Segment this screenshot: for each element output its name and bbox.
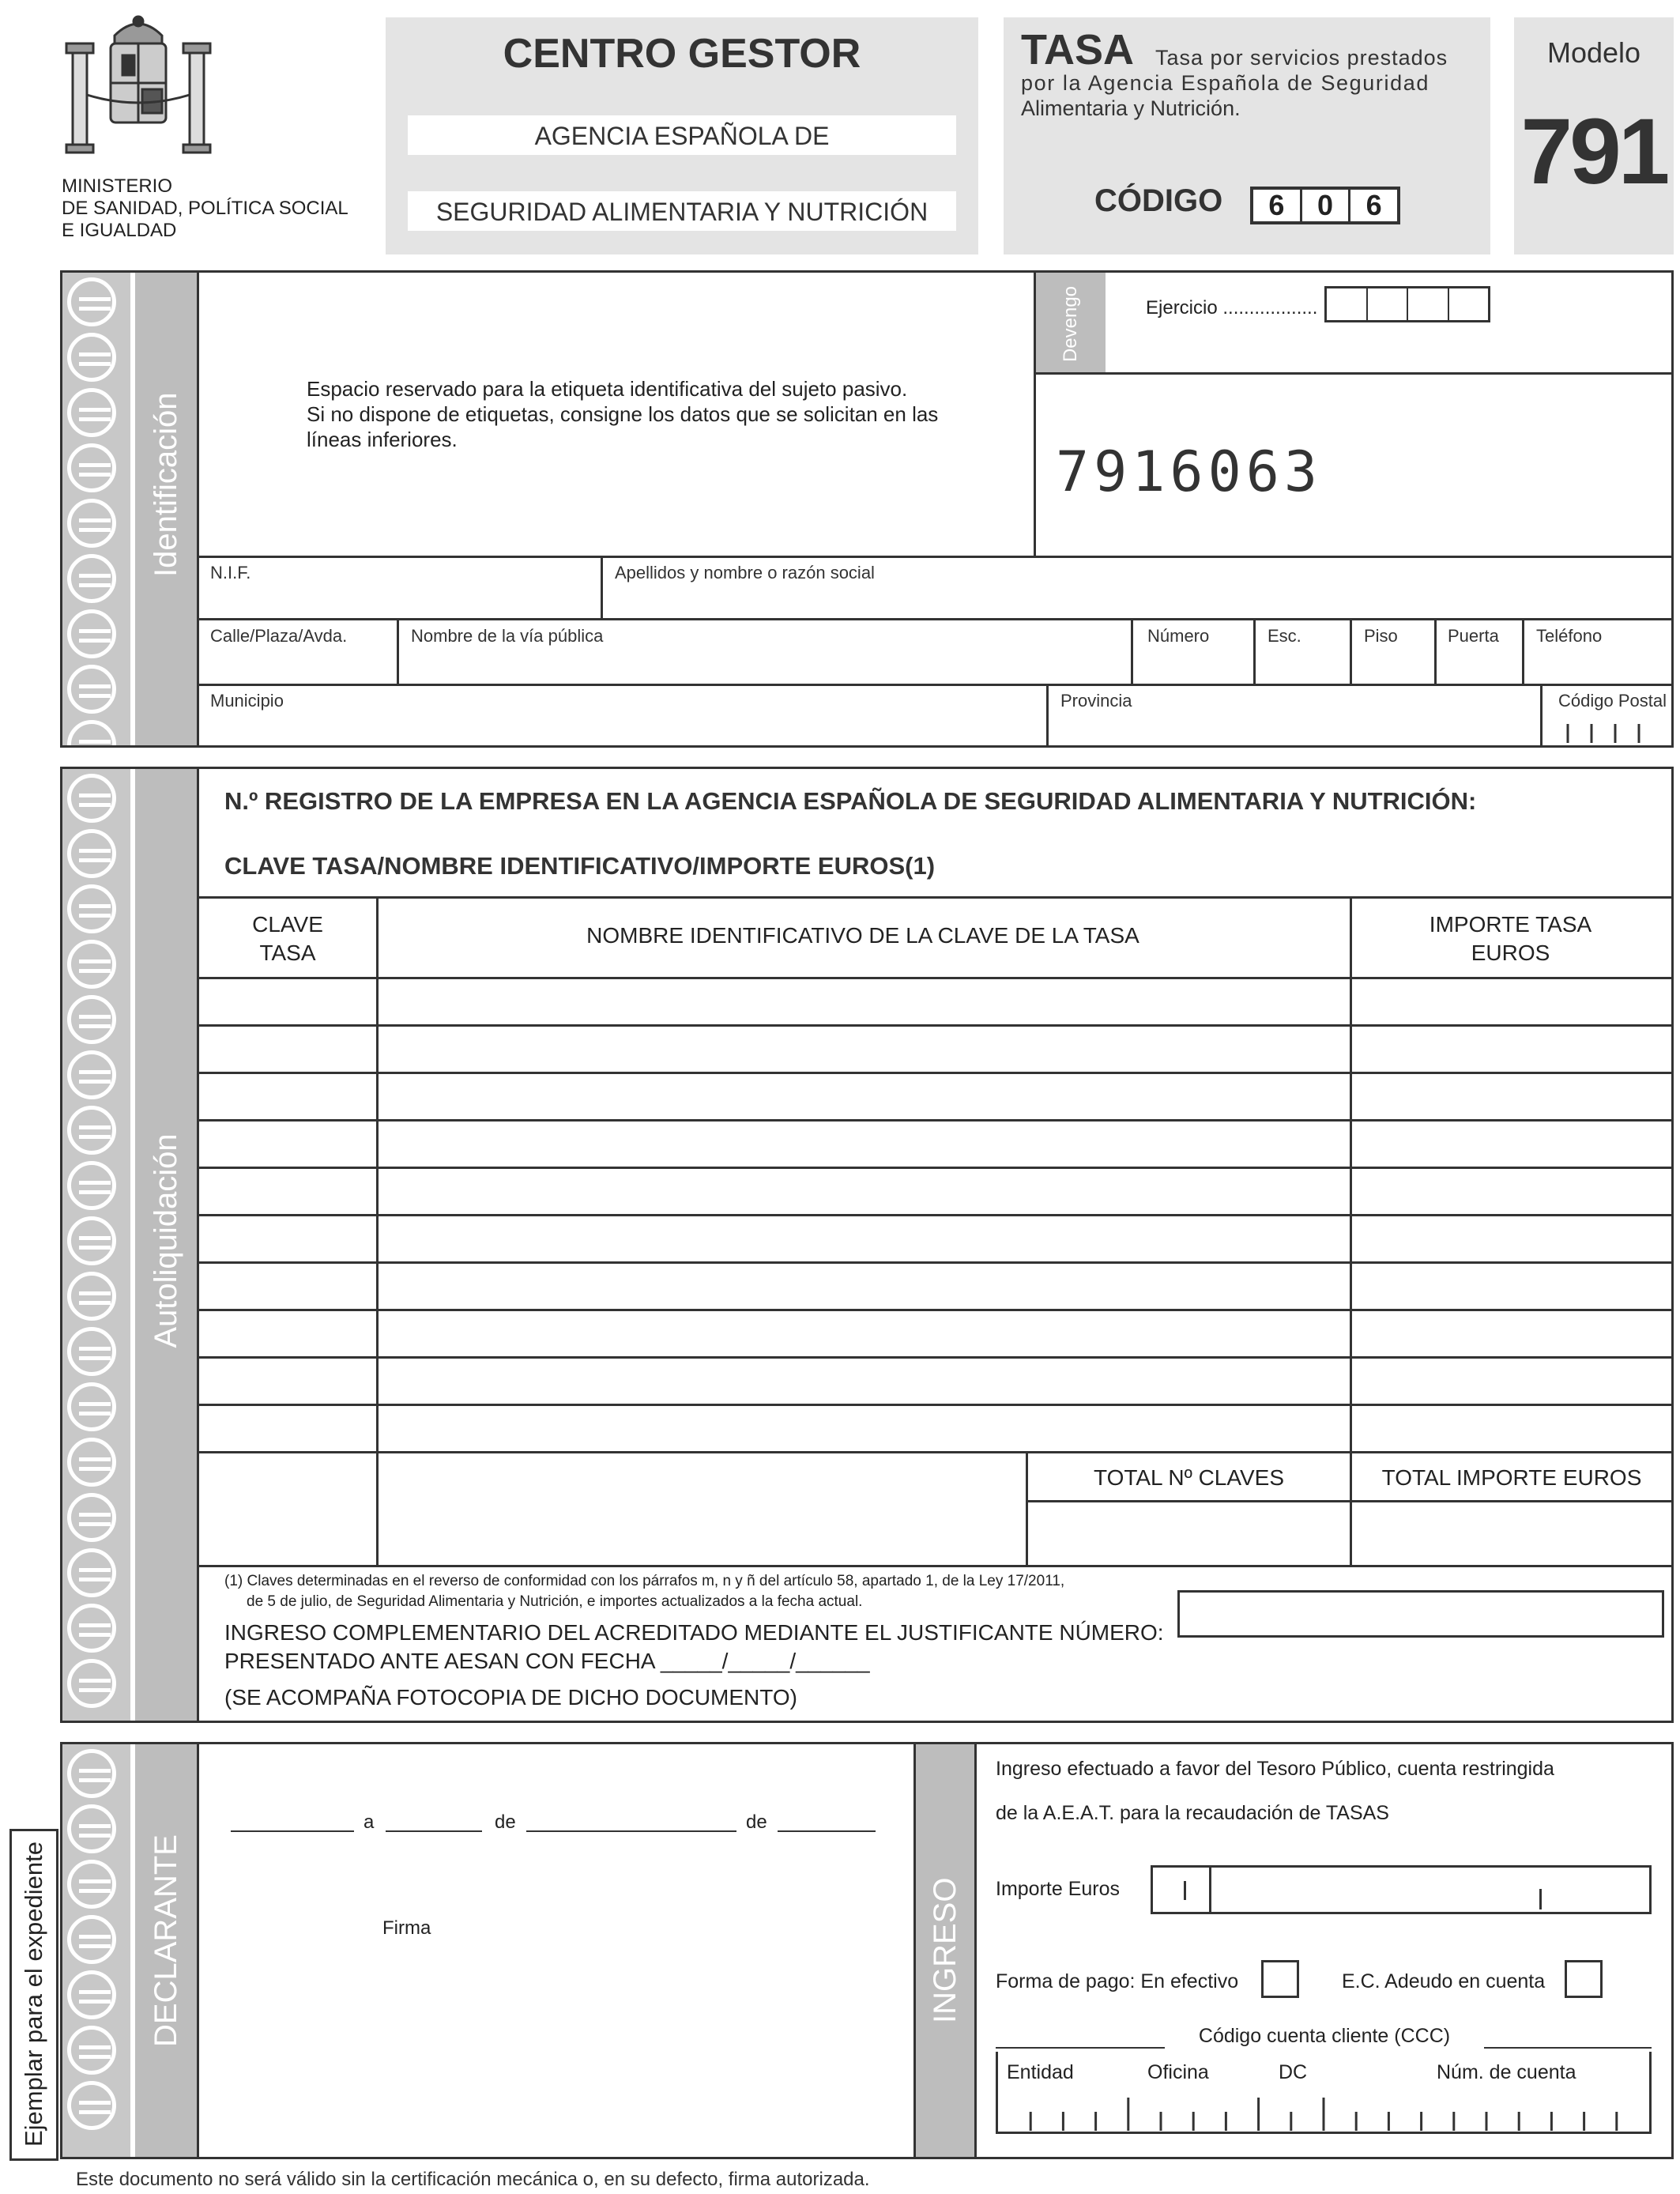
autoliquidacion-hatch-strip [62,769,130,1721]
table-row[interactable] [199,1169,1671,1214]
col-importe-2: EUROS [1471,941,1550,965]
ec-adeudo-checkbox[interactable] [1565,1960,1603,1998]
footnote-2: de 5 de julio, de Seguridad Alimentaria y Nutrición, e importes actualizados a la fecha actual. [247,1593,863,1610]
identificacion-hatch-strip [62,273,130,745]
etiqueta-text-2: Si no dispone de etiquetas, consigne los datos que se solicitan en las [307,402,939,426]
tasa-title: TASA [1021,26,1134,74]
divider [1036,372,1671,375]
centro-line-2: SEGURIDAD ALIMENTARIA Y NUTRICIÓN [435,198,929,226]
col-clave-1: CLAVE [252,912,323,937]
divider [1131,620,1133,684]
identificacion-side-label: Identificación [149,392,183,577]
municipio-label: Municipio [210,691,284,711]
importe-euros-input[interactable] [1151,1865,1652,1914]
divider [974,1744,977,2157]
provincia-label: Provincia [1060,691,1132,711]
ministry-name [62,175,348,242]
firma-area[interactable] [205,1944,909,2150]
centro-line-1: AGENCIA ESPAÑOLA DE [534,122,830,150]
codigo-label: CÓDIGO [1094,183,1223,218]
via-label: Nombre de la vía pública [411,626,604,646]
divider [1209,1868,1211,1912]
modelo-number: 791 [1520,100,1667,204]
divider [199,896,1671,899]
codigo-digit-2: 0 [1302,190,1351,221]
codigo-digits [1250,187,1400,224]
col-nombre-header: NOMBRE IDENTIFICATIVO DE LA CLAVE DE LA TASA [586,923,1139,948]
apellidos-field[interactable] [603,558,1671,618]
table-row[interactable] [199,1074,1671,1119]
puerta-label: Puerta [1448,626,1499,646]
table-row[interactable] [199,1264,1671,1309]
col-importe-1: IMPORTE TASA [1429,912,1592,937]
date-de-1: de [495,1811,516,1833]
tasa-desc-3: Alimentaria y Nutrición. [1021,96,1241,120]
declarante-hatch-strip [62,1744,130,2157]
ec-adeudo-label: E.C. Adeudo en cuenta [1342,1970,1546,1992]
divider [1484,2047,1652,2049]
ministry-line-3: E IGUALDAD [62,220,177,241]
ministry-line-2: DE SANIDAD, POLÍTICA SOCIAL [62,198,348,219]
ministry-line-1: MINISTERIO [62,175,173,197]
etiqueta-text-1: Espacio reservado para la etiqueta identificativa del sujeto pasivo. [307,377,908,401]
table-row-divider [199,1451,1026,1453]
tasa-desc-1: Tasa por servicios prestados [1155,46,1448,70]
divider [1540,686,1543,745]
divider [197,1744,199,2157]
ingreso-comp-3: (SE ACOMPAÑA FOTOCOPIA DE DICHO DOCUMENTO) [224,1685,797,1710]
declarante-side-label: DECLARANTE [149,1834,183,2047]
municipio-field[interactable] [199,686,1046,745]
dia-line[interactable] [386,1830,482,1832]
anio-line[interactable] [778,1830,876,1832]
date-a: a [363,1811,375,1833]
footer-note: Este documento no será válido sin la certificación mecánica o, en su defecto, firma autorizada. [76,2169,870,2190]
nif-field[interactable] [199,558,601,618]
ingreso-comp-2: PRESENTADO ANTE AESAN CON FECHA _____/_____/______ [224,1649,870,1673]
ccc-ticks [998,2096,1649,2132]
ccc-dc-label: DC [1279,2061,1308,2083]
mes-line[interactable] [526,1830,736,1832]
via-field[interactable] [399,620,1131,684]
ccc-oficina-label: Oficina [1147,2061,1209,2083]
ingreso-text-2: de la A.E.A.T. para la recaudación de TASAS [996,1802,1389,1824]
tasa-desc-2: por la Agencia Española de Seguridad [1021,71,1430,95]
col-importe-header [1350,910,1671,967]
piso-label: Piso [1364,626,1398,646]
codigo-digit-3: 6 [1365,189,1382,221]
etiqueta-text-3: líneas inferiores. [307,428,458,451]
ingreso-comp-1: INGRESO COMPLEMENTARIO DEL ACREDITADO MEDIANTE EL JUSTIFICANTE NÚMERO: [224,1620,1164,1645]
autoliquidacion-side-label: Autoliquidación [149,1133,183,1348]
divider [1434,620,1437,684]
table-row[interactable] [199,1027,1671,1072]
apellidos-label: Apellidos y nombre o razón social [615,563,875,582]
codigo-digit-1: 6 [1253,190,1302,221]
divider [1350,620,1352,684]
footnote-1: (1) Claves determinadas en el reverso de conformidad con los párrafos m, n y ñ del artículo 58, apartado 1, de la Ley 17/2011, [224,1573,1065,1589]
calle-label: Calle/Plaza/Avda. [210,626,348,646]
en-efectivo-checkbox[interactable] [1261,1960,1299,1998]
coat-of-arms-logo [55,12,221,162]
divider [197,273,199,745]
ingreso-side-label: INGRESO [928,1877,962,2023]
table-row[interactable] [199,1216,1671,1261]
total-claves-label: TOTAL Nº CLAVES [1093,1465,1285,1490]
divider [1522,620,1524,684]
forma-pago-label: Forma de pago: En efectivo [996,1970,1239,1992]
cp-label: Código Postal [1558,691,1667,711]
divider [996,2047,1165,2049]
divider [1184,1881,1186,1900]
total-importe-field[interactable] [1352,1502,1671,1565]
table-row[interactable] [199,1311,1671,1356]
cp-input-ticks[interactable] [1565,721,1659,745]
provincia-field[interactable] [1049,686,1540,745]
divider [199,1565,1671,1567]
ejemplar-label: Ejemplar para el expediente [20,1841,47,2147]
table-row[interactable] [199,1406,1671,1451]
modelo-label: Modelo [1546,36,1641,69]
importe-euros-label: Importe Euros [996,1878,1121,1900]
ccc-label: Código cuenta cliente (CCC) [1198,2025,1451,2047]
table-row-divider [1026,1451,1671,1453]
ingreso-text-1: Ingreso efectuado a favor del Tesoro Público, cuenta restringida [996,1758,1554,1780]
numero-label: Número [1147,626,1210,646]
ccc-entidad-label: Entidad [1007,2061,1074,2083]
justificante-numero-field[interactable] [1177,1590,1664,1638]
devengo-side-label: Devengo [1060,285,1081,363]
total-claves-field[interactable] [1028,1502,1350,1565]
telefono-label: Teléfono [1536,626,1603,646]
centro-gestor-title: CENTRO GESTOR [503,31,861,77]
esc-label: Esc. [1268,626,1301,646]
divider [1253,620,1256,684]
table-row[interactable] [199,1359,1671,1404]
clave-heading: CLAVE TASA/NOMBRE IDENTIFICATIVO/IMPORTE EUROS(1) [224,852,936,880]
lugar-line[interactable] [231,1830,354,1832]
ejercicio-label: Ejercicio .................. [1146,297,1318,319]
divider [1539,1889,1542,1909]
table-row[interactable] [199,1122,1671,1167]
ejercicio-input[interactable] [1324,286,1490,322]
justificante-number: 7916063 [1056,439,1323,504]
total-importe-label: TOTAL IMPORTE EUROS [1381,1465,1642,1490]
firma-label: Firma [382,1917,431,1939]
date-de-2: de [746,1811,767,1833]
table-row[interactable] [199,979,1671,1024]
col-clave-2: TASA [259,941,316,965]
nif-label: N.I.F. [210,563,251,582]
col-clave-header [199,910,376,967]
registro-heading: N.º REGISTRO DE LA EMPRESA EN LA AGENCIA ESPAÑOLA DE SEGURIDAD ALIMENTARIA Y NUTRICIÓN: [224,787,1477,815]
ccc-num-cuenta-label: Núm. de cuenta [1437,2061,1576,2083]
